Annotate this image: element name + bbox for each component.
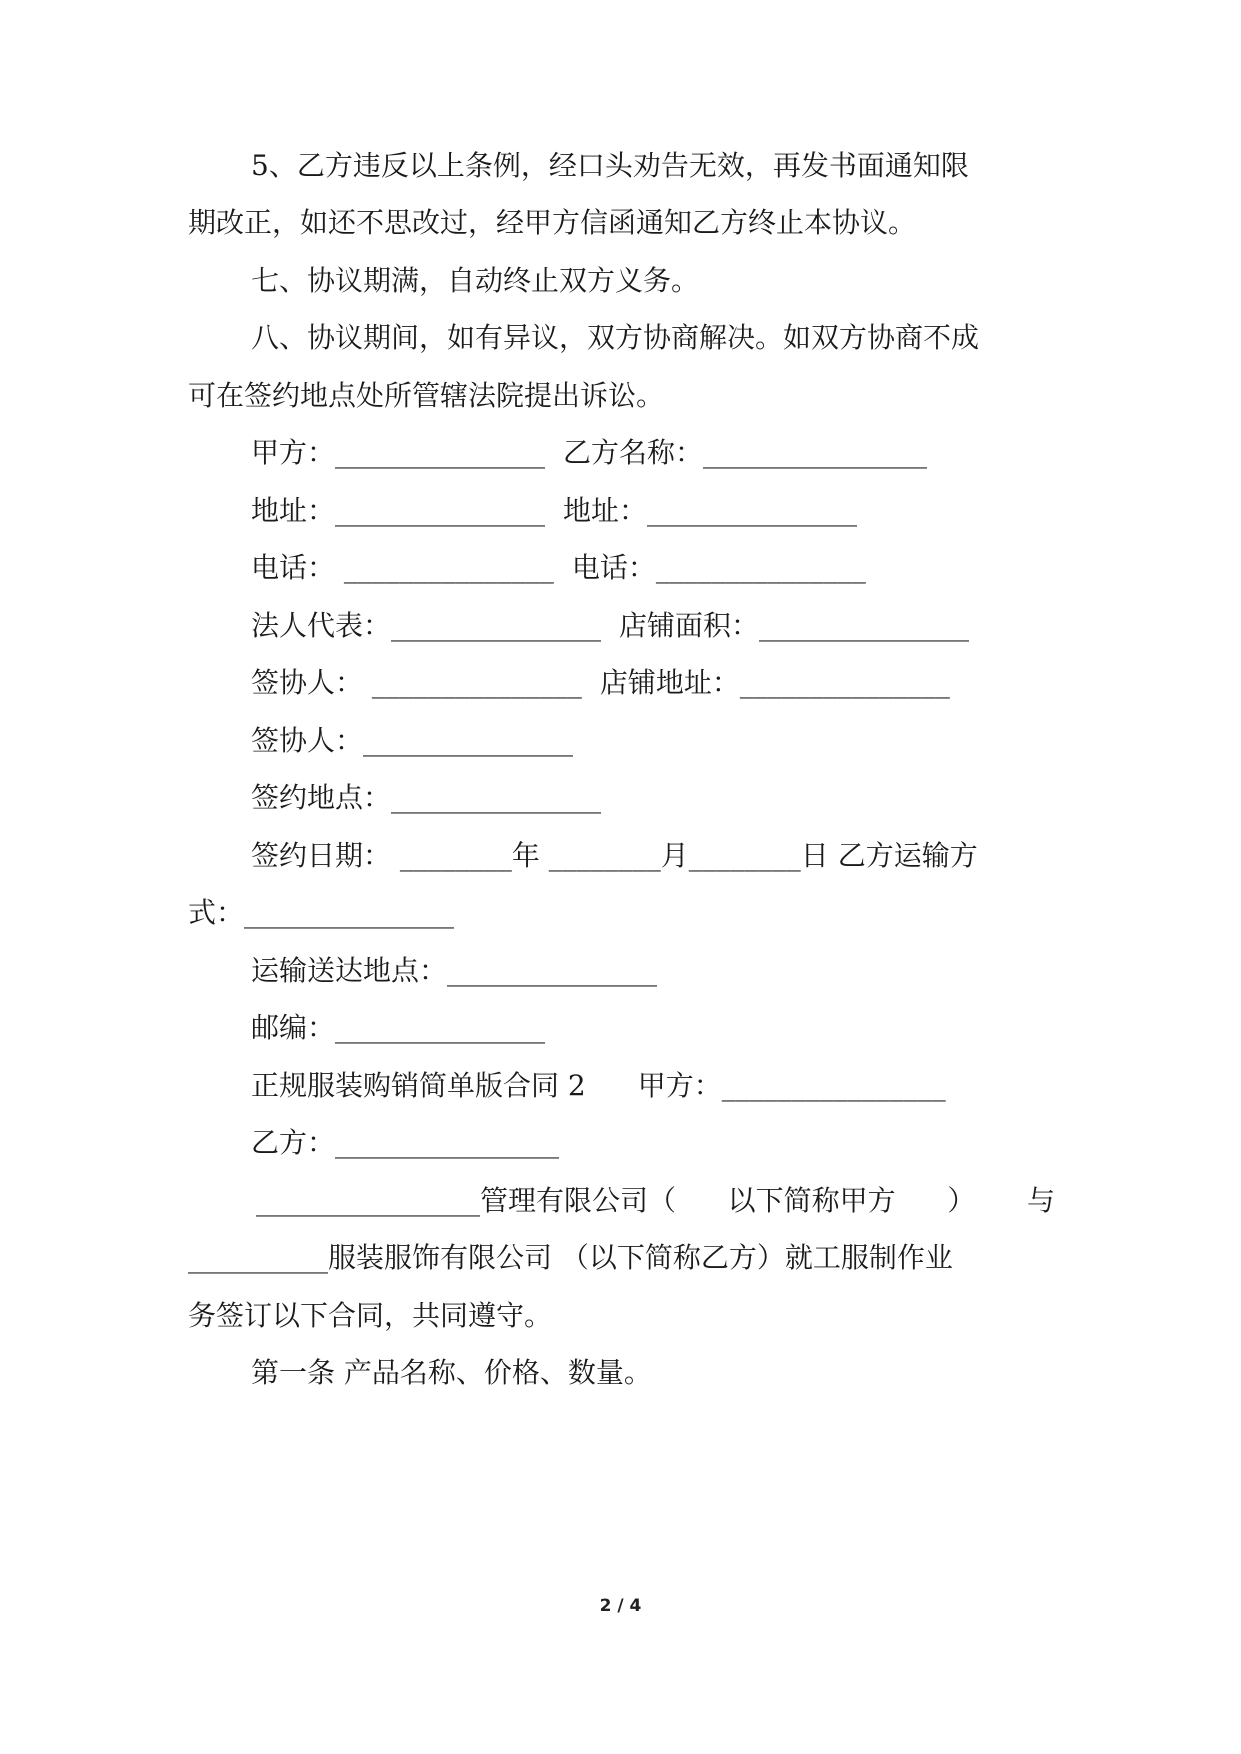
- legal-representative-field: 法人代表：_______________: [251, 609, 602, 642]
- signing-date-line-2: 式：_______________: [188, 896, 455, 929]
- signing-date-line-1: 签约日期： ________年 ________月________日 乙方运输方: [251, 839, 978, 872]
- phone-b-field: 电话：_______________: [571, 551, 866, 584]
- form-row-representative: [251, 606, 969, 646]
- address-a-field: 地址：_______________: [251, 494, 546, 527]
- postcode-field: 邮编：_______________: [251, 1011, 546, 1044]
- clause-8-line-2: 可在签约地点处所管辖法院提出诉讼。: [188, 379, 665, 412]
- form-row-phone: [251, 548, 866, 588]
- clause-8-line-1: 八、协议期间，如有异议，双方协商解决。如双方协商不成: [251, 321, 980, 354]
- party-a-field: 甲方：_______________: [251, 436, 546, 469]
- form-row-address: [251, 491, 857, 531]
- contract-2-header: [251, 1066, 946, 1106]
- intro-abbreviation: 以下简称甲方: [727, 1184, 896, 1217]
- contract-2-intro-line-2: __________服装服饰有限公司 （以下简称乙方）就工服制作业: [188, 1241, 953, 1274]
- intro-and: 与: [1026, 1184, 1055, 1217]
- form-row-signer: [251, 663, 950, 703]
- signer-a-field: 签协人： _______________: [251, 666, 582, 699]
- contract-2-title: 正规服装购销简单版合同 2: [251, 1069, 586, 1102]
- store-area-field: 店铺面积：_______________: [619, 609, 970, 642]
- delivery-place-field: 运输送达地点：_______________: [251, 954, 658, 987]
- page-number: 2 / 4: [599, 1596, 642, 1616]
- party-b-name-field: 乙方名称：________________: [563, 436, 928, 469]
- intro-bracket: ）: [947, 1184, 976, 1217]
- contract-2-party-b-field: 乙方：________________: [251, 1126, 560, 1159]
- article-1-heading: 第一条 产品名称、价格、数量。: [251, 1356, 652, 1389]
- form-row-party-a: [251, 433, 927, 473]
- clause-5-line-1: 5、乙方违反以上条例，经口头劝告无效，再发书面通知限: [251, 149, 969, 182]
- signing-place-field: 签约地点：_______________: [251, 781, 602, 814]
- contract-2-intro-line-1: [256, 1181, 1055, 1221]
- address-b-field: 地址：_______________: [563, 494, 858, 527]
- contract-2-intro-line-3: 务签订以下合同，共同遵守。: [188, 1299, 553, 1332]
- phone-a-field: 电话： _______________: [251, 551, 554, 584]
- clause-7: 七、协议期满，自动终止双方义务。: [251, 264, 700, 297]
- clause-5-line-2: 期改正，如还不思改过，经甲方信函通知乙方终止本协议。: [188, 206, 917, 239]
- signer-b-field: 签协人：_______________: [251, 724, 574, 757]
- store-address-field: 店铺地址：_______________: [599, 666, 950, 699]
- contract-2-party-a-field: 甲方：________________: [637, 1069, 946, 1102]
- intro-company-blank: ________________管理有限公司（: [256, 1184, 677, 1217]
